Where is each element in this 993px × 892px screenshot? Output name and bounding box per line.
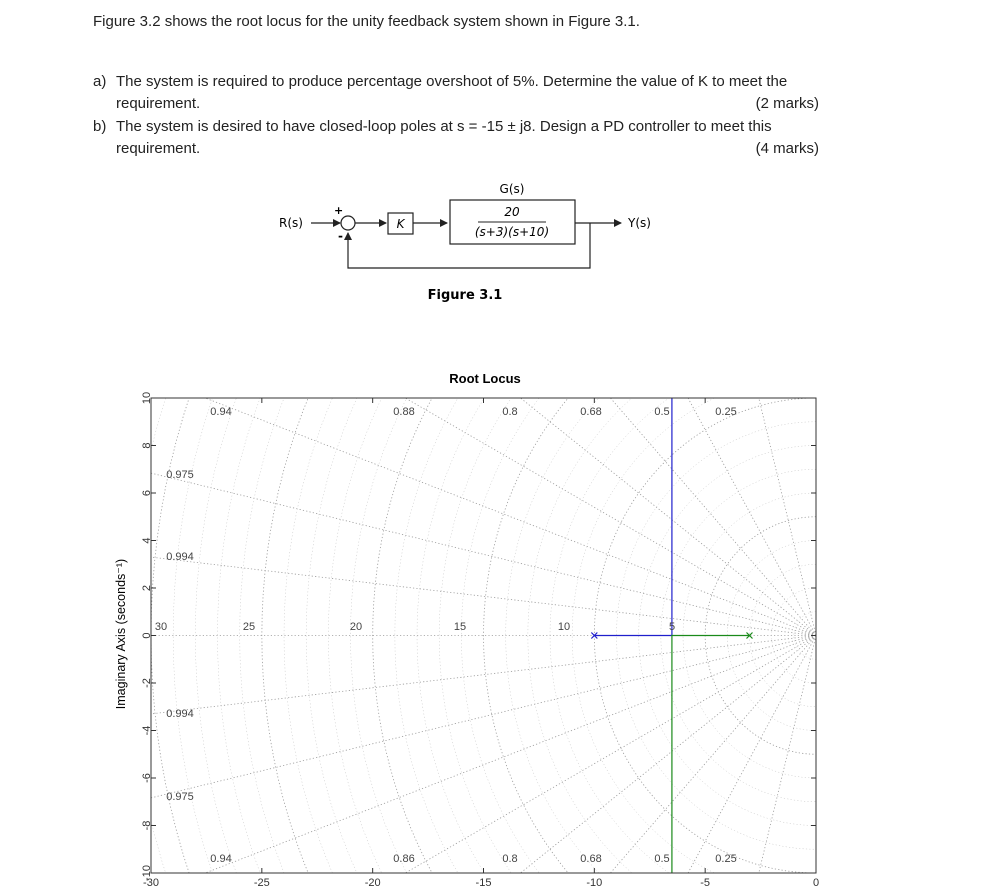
frequency-arc (484, 279, 820, 892)
frequency-arc-minor (395, 184, 816, 892)
input-label: R(s) (279, 216, 303, 230)
y-tick-label: -8 (140, 820, 153, 831)
y-tick-label: 6 (140, 489, 153, 497)
locus-branch-1 (594, 398, 672, 636)
damping-label-left: 0.994 (166, 551, 194, 563)
frequency-arc-minor (461, 256, 816, 892)
x-tick-label: -5 (700, 877, 711, 889)
y-tick-label: -10 (140, 865, 153, 881)
frequency-label: 5 (668, 621, 676, 633)
frequency-arc (373, 161, 816, 892)
intro-text: Figure 3.2 shows the root locus for the unity feedback system shown in Figure 3.1. (93, 13, 640, 30)
plant-denominator: (s+3)(s+10) (474, 225, 550, 239)
plant-numerator: 20 (504, 205, 520, 219)
locus-branches (591, 398, 752, 873)
damping-label-left: 0.994 (166, 708, 194, 720)
frequency-arc-minor (351, 137, 820, 892)
frequency-arc-minor (107, 0, 816, 892)
frequency-arc-minor (328, 113, 816, 892)
minus-sign: - (338, 229, 343, 243)
frequency-arc-minor (173, 0, 816, 892)
y-axis-label: Imaginary Axis (seconds⁻¹) (114, 558, 128, 710)
damping-line (151, 0, 816, 636)
y-tick-label: 8 (140, 442, 153, 449)
question-b-label: b) (93, 118, 107, 135)
locus-branch-2 (672, 636, 750, 874)
frequency-arc (262, 42, 816, 892)
frequency-arc-minor (62, 0, 816, 892)
question-a-label: a) (93, 73, 107, 90)
frequency-arc-minor (85, 0, 820, 892)
question-b-marks: (4 marks) (755, 140, 819, 157)
y-tick-label: 10 (140, 391, 153, 405)
frequency-arc-minor (750, 564, 817, 707)
frequency-arc (40, 0, 816, 892)
frequency-arc-minor (306, 89, 816, 892)
frequency-label: 15 (453, 621, 467, 633)
damping-label-bottom: 0.8 (502, 853, 518, 865)
plus-sign: + (334, 204, 344, 217)
y-tick-label: 4 (140, 537, 153, 544)
plant-label: G(s) (499, 182, 525, 196)
damping-label-bottom: 0.68 (580, 853, 602, 865)
frequency-arc-minor (572, 374, 816, 892)
x-tick-label: 0 (812, 877, 820, 889)
x-tick-label: -20 (364, 877, 381, 889)
damping-label-top: 0.5 (654, 406, 670, 418)
damping-label-top: 0.88 (393, 406, 415, 418)
damping-label-bottom: 0.5 (654, 853, 670, 865)
chart-title: Root Locus (449, 371, 521, 386)
damping-label-top: 0.94 (210, 406, 232, 418)
frequency-arc-minor (417, 208, 816, 892)
y-tick-label: 2 (140, 584, 153, 592)
frequency-label: 25 (242, 621, 256, 633)
damping-label-bottom: 0.94 (210, 853, 232, 865)
frequency-arc-minor (240, 18, 816, 892)
frequency-label: 30 (154, 621, 168, 633)
damping-label-bottom: 0.25 (715, 853, 737, 865)
frequency-arc-minor (284, 66, 816, 892)
y-tick-label: -4 (140, 725, 153, 736)
x-tick-label: -15 (475, 877, 492, 889)
frequency-arc-minor (439, 232, 816, 892)
axis-ticks (141, 392, 819, 889)
damping-line (484, 0, 817, 636)
frequency-label: 10 (557, 621, 571, 633)
question-a-line2: requirement. (116, 95, 201, 112)
damping-label-top: 0.25 (715, 406, 737, 418)
y-tick-label: -6 (140, 773, 153, 783)
frequency-arc-minor (218, 0, 820, 892)
frequency-label: 20 (349, 621, 363, 633)
gain-label: K (396, 217, 405, 231)
damping-label-left: 0.975 (166, 791, 194, 803)
damping-label-left: 0.975 (166, 469, 194, 481)
damping-label-top: 0.68 (580, 406, 602, 418)
frequency-arc-minor (550, 351, 816, 892)
question-a-marks: (2 marks) (755, 95, 819, 112)
y-tick-label: 0 (140, 632, 153, 639)
figure-caption: Figure 3.1 (427, 288, 503, 303)
damping-label-top: 0.8 (502, 406, 518, 418)
frequency-arc-minor (195, 0, 816, 892)
x-tick-label: -25 (253, 877, 270, 889)
frequency-arc (151, 0, 816, 892)
y-tick-label: -2 (140, 678, 153, 688)
damping-line (484, 636, 820, 892)
damping-label-bottom: 0.86 (393, 853, 415, 865)
frequency-arc-minor (129, 0, 816, 892)
question-a-line1: The system is required to produce percentage overshoot of 5%. Determine the value of K to meet the (116, 73, 788, 90)
question-b-line1: The system is desired to have closed-loop poles at s = -15 ± j8. Design a PD controller to meet this (116, 118, 772, 135)
question-b-line2: requirement. (116, 140, 201, 157)
output-label: Y(s) (628, 216, 651, 230)
x-tick-label: -30 (143, 877, 159, 889)
x-tick-label: -10 (586, 877, 603, 889)
